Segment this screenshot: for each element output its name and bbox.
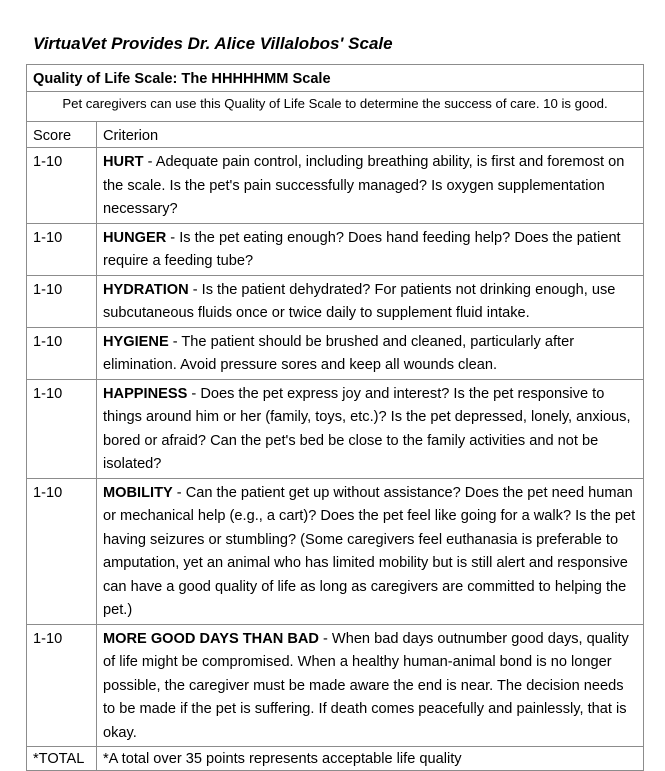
- table-row: [27, 148, 644, 224]
- criterion-text: - When bad days outnumber good days, quality of life might be compromised. When a healthy human-animal bond is no longer possible, the caregiver must be made aware the end is near. The decision needs to be made if the pet is suffering. If death comes peacefully and painlessly, that is okay.: [103, 630, 629, 741]
- criterion-text: - Adequate pain control, including breathing ability, is first and foremost on the scale. Is the pet's pain successfully managed? Is oxygen supplementation necessary?: [103, 154, 625, 217]
- criterion-text: - Is the patient dehydrated? For patients not drinking enough, use subcutaneous fluids once or twice daily to supplement fluid intake.: [103, 281, 616, 321]
- row-criterion: [97, 624, 644, 747]
- quality-of-life-table: [26, 64, 644, 771]
- row-criterion: [97, 327, 644, 379]
- table-heading-row: [27, 65, 644, 92]
- criterion-text: - Is the pet eating enough? Does hand feeding help? Does the patient require a feeding tube?: [103, 229, 621, 269]
- row-criterion: [97, 379, 644, 478]
- row-score: 1-10: [27, 379, 97, 478]
- row-score: 1-10: [27, 223, 97, 275]
- criterion-term: HAPPINESS: [103, 385, 188, 402]
- criterion-text: - Can the patient get up without assistance? Does the pet need human or mechanical help (e.g., a cart)? Does the pet feel like going for a walk? Is the pet having seizures or stumbling? (Some caregivers feel euthanasia is preferable to amputation, yet an animal who has limited mobility but is still alert and responsive can have a good quality of life as long as caregivers are committed to helping the pet.): [103, 484, 636, 618]
- row-criterion: [97, 148, 644, 224]
- criterion-term: HYDRATION: [103, 281, 189, 298]
- document-title: VirtuaVet Provides Dr. Alice Villalobos' Scale: [33, 34, 393, 53]
- row-score: 1-10: [27, 624, 97, 747]
- table-row: [27, 275, 644, 327]
- criterion-term: HURT: [103, 154, 144, 170]
- table-row: [27, 327, 644, 379]
- row-score: 1-10: [27, 478, 97, 624]
- criterion-text: - The patient should be brushed and cleaned, particularly after elimination. Avoid pressure sores and keep all wounds clean.: [103, 333, 575, 373]
- total-row: [27, 747, 644, 771]
- row-criterion: [97, 223, 644, 275]
- score-column-header: Score: [27, 122, 97, 148]
- criterion-column-header: Criterion: [97, 122, 644, 148]
- column-header-row: [27, 122, 644, 148]
- table-row: [27, 478, 644, 624]
- table-row: [27, 624, 644, 747]
- criterion-term: HUNGER: [103, 229, 167, 246]
- row-criterion: [97, 275, 644, 327]
- scale-heading: Quality of Life Scale: The HHHHHMM Scale: [27, 65, 644, 92]
- criterion-term: MOBILITY: [103, 484, 173, 501]
- row-criterion: [97, 478, 644, 624]
- total-score: *TOTAL: [27, 747, 97, 771]
- row-score: 1-10: [27, 327, 97, 379]
- table-intro-row: [27, 92, 644, 122]
- criterion-text: - Does the pet express joy and interest? Is the pet responsive to things around him or her (family, toys, etc.)? Is the pet depressed, lonely, anxious, bored or afraid? Can the pet's bed be close to the family activities and not be isolated?: [103, 385, 631, 472]
- table-row: [27, 223, 644, 275]
- total-note: *A total over 35 points represents acceptable life quality: [97, 747, 644, 771]
- scale-intro: Pet caregivers can use this Quality of Life Scale to determine the success of care. 10 is good.: [27, 92, 644, 122]
- criterion-term: MORE GOOD DAYS THAN BAD: [103, 630, 319, 647]
- row-score: 1-10: [27, 148, 97, 224]
- row-score: 1-10: [27, 275, 97, 327]
- criterion-term: HYGIENE: [103, 333, 169, 350]
- table-row: [27, 379, 644, 478]
